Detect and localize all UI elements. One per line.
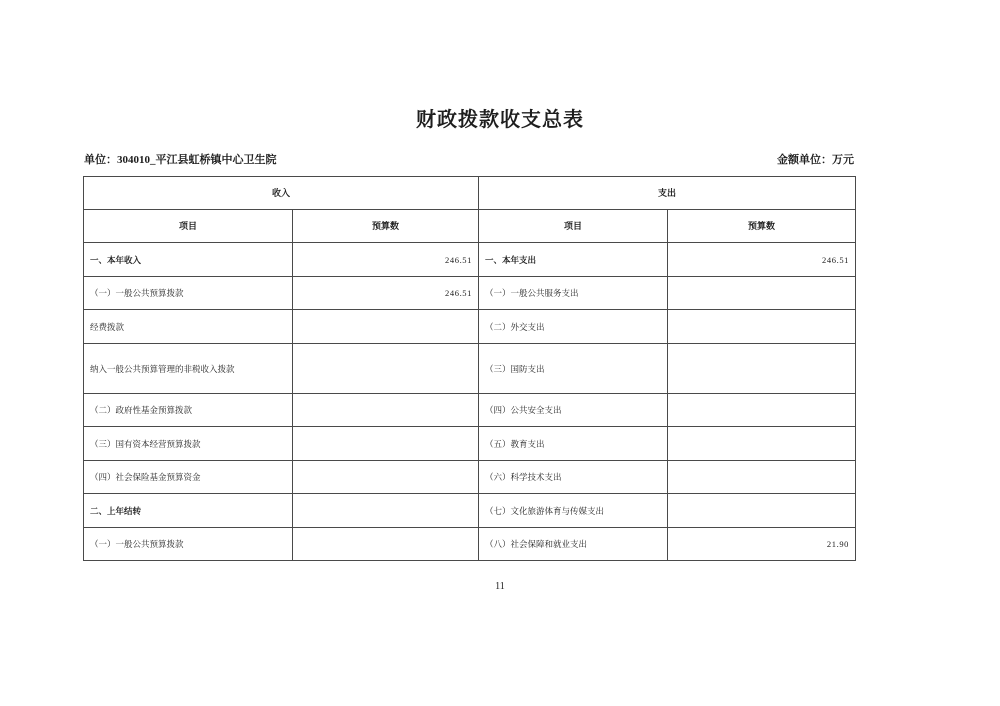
table-row xyxy=(84,277,856,310)
expense-amount-cell xyxy=(668,277,856,310)
expense-amount-cell: 246.51 xyxy=(668,243,856,277)
expense-item-cell: （四）公共安全支出 xyxy=(479,394,668,427)
expense-item-cell: （三）国防支出 xyxy=(479,344,668,394)
expense-item-cell: （一）一般公共服务支出 xyxy=(479,277,668,310)
expense-item-cell: （六）科学技术支出 xyxy=(479,461,668,494)
column-header-income-amount: 预算数 xyxy=(293,210,479,243)
expense-amount-cell xyxy=(668,394,856,427)
income-item-cell: （四）社会保险基金预算资金 xyxy=(84,461,293,494)
income-item-cell: （三）国有资本经营预算拨款 xyxy=(84,427,293,461)
unit-label: 单位：304010_平江县虹桥镇中心卫生院 xyxy=(84,154,277,166)
expense-amount-cell xyxy=(668,461,856,494)
expense-item-cell: （二）外交支出 xyxy=(479,310,668,344)
income-header: 收入 xyxy=(84,177,479,210)
expense-item-cell: （七）文化旅游体育与传媒支出 xyxy=(479,494,668,528)
page-number: 11 xyxy=(495,581,505,592)
page-title: 财政拨款收支总表 xyxy=(416,109,584,131)
expense-item-cell: （八）社会保障和就业支出 xyxy=(479,528,668,561)
column-header-expense-amount: 预算数 xyxy=(668,210,856,243)
income-amount-cell xyxy=(293,528,479,561)
table-row xyxy=(84,494,856,528)
income-amount-cell xyxy=(293,494,479,528)
finance-table xyxy=(83,176,856,561)
table-row xyxy=(84,528,856,561)
table-row xyxy=(84,310,856,344)
table-header-row xyxy=(84,177,856,210)
expense-item-cell: 一、本年支出 xyxy=(479,243,668,277)
table-row xyxy=(84,394,856,427)
income-amount-cell: 246.51 xyxy=(293,277,479,310)
column-header-income-item: 项目 xyxy=(84,210,293,243)
income-item-cell: 纳入一般公共预算管理的非税收入拨款 xyxy=(84,344,293,394)
table-row xyxy=(84,427,856,461)
table-column-header-row xyxy=(84,210,856,243)
expense-amount-cell xyxy=(668,427,856,461)
income-item-cell: 经费拨款 xyxy=(84,310,293,344)
income-amount-cell xyxy=(293,461,479,494)
expense-amount-cell xyxy=(668,310,856,344)
table-row xyxy=(84,243,856,277)
expense-amount-cell: 21.90 xyxy=(668,528,856,561)
expense-amount-cell xyxy=(668,494,856,528)
income-amount-cell xyxy=(293,310,479,344)
income-item-cell: （一）一般公共预算拨款 xyxy=(84,277,293,310)
income-item-cell: （一）一般公共预算拨款 xyxy=(84,528,293,561)
income-amount-cell xyxy=(293,427,479,461)
expense-item-cell: （五）教育支出 xyxy=(479,427,668,461)
income-item-cell: 一、本年收入 xyxy=(84,243,293,277)
income-item-cell: （二）政府性基金预算拨款 xyxy=(84,394,293,427)
income-amount-cell xyxy=(293,394,479,427)
table-row xyxy=(84,344,856,394)
amount-unit-label: 金额单位：万元 xyxy=(777,154,854,166)
income-amount-cell: 246.51 xyxy=(293,243,479,277)
income-amount-cell xyxy=(293,344,479,394)
expense-amount-cell xyxy=(668,344,856,394)
expense-header: 支出 xyxy=(479,177,856,210)
column-header-expense-item: 项目 xyxy=(479,210,668,243)
income-item-cell: 二、上年结转 xyxy=(84,494,293,528)
table-row xyxy=(84,461,856,494)
